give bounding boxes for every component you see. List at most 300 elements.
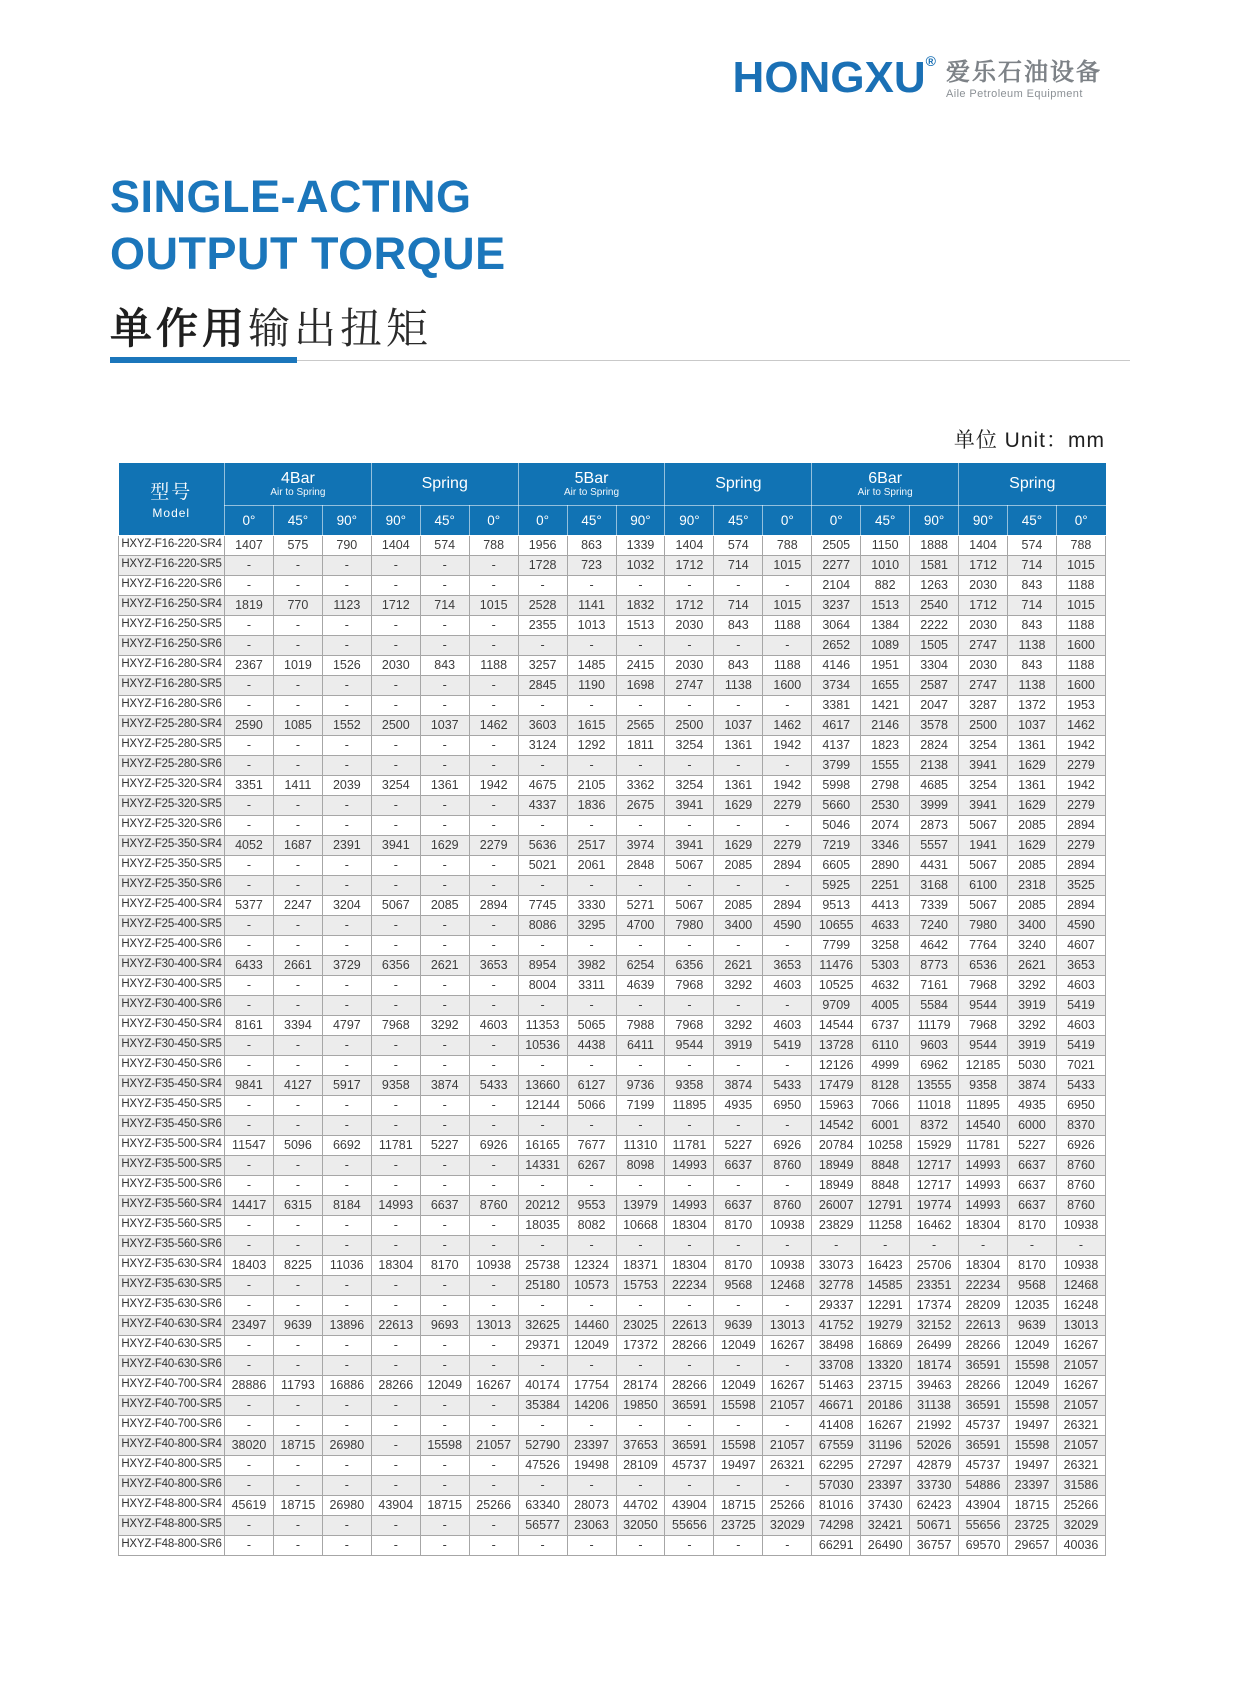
value-cell: - [469, 975, 518, 995]
value-cell: 9358 [665, 1075, 714, 1095]
value-cell: 18403 [225, 1255, 274, 1275]
value-cell: 11310 [616, 1135, 665, 1155]
column-group-5-spring [959, 463, 1106, 505]
value-cell: 35384 [518, 1395, 567, 1415]
value-cell: - [273, 1455, 322, 1475]
value-cell: 3292 [1008, 1015, 1057, 1035]
value-cell: - [273, 615, 322, 635]
value-cell: 788 [1056, 535, 1105, 555]
model-cell: HXYZ-F30-400-SR5 [119, 975, 225, 995]
value-cell: 6637 [420, 1195, 469, 1215]
value-cell: 3919 [1008, 1035, 1057, 1055]
value-cell: - [322, 755, 371, 775]
value-cell: 3653 [1056, 955, 1105, 975]
value-cell: - [567, 1295, 616, 1315]
value-cell: - [763, 755, 812, 775]
value-cell: 1629 [1008, 795, 1057, 815]
value-cell: 3919 [1008, 995, 1057, 1015]
value-cell: 25266 [763, 1495, 812, 1515]
value-cell: 10938 [469, 1255, 518, 1275]
value-cell: - [322, 1175, 371, 1195]
value-cell: 28266 [371, 1375, 420, 1395]
value-cell: 57030 [812, 1475, 861, 1495]
value-cell: - [469, 935, 518, 955]
value-cell: 26321 [1056, 1415, 1105, 1435]
value-cell: 1953 [1056, 695, 1105, 715]
value-cell: 15929 [910, 1135, 959, 1155]
value-cell: 1513 [616, 615, 665, 635]
value-cell: 11895 [665, 1095, 714, 1115]
value-cell: 26980 [322, 1495, 371, 1515]
value-cell: 12035 [1008, 1295, 1057, 1315]
value-cell: 7219 [812, 835, 861, 855]
value-cell: 51463 [812, 1375, 861, 1395]
model-cell: HXYZ-F25-320-SR4 [119, 775, 225, 795]
value-cell: 1505 [910, 635, 959, 655]
value-cell: 9553 [567, 1195, 616, 1215]
value-cell: 42879 [910, 1455, 959, 1475]
value-cell: 1629 [714, 835, 763, 855]
value-cell: 66291 [812, 1535, 861, 1555]
value-cell: - [420, 755, 469, 775]
value-cell: 22613 [959, 1315, 1008, 1335]
column-group-0-4bar [225, 463, 372, 505]
value-cell: 10525 [812, 975, 861, 995]
value-cell: - [273, 1095, 322, 1115]
value-cell: 5557 [910, 835, 959, 855]
value-cell: 7980 [959, 915, 1008, 935]
value-cell: 10573 [567, 1275, 616, 1295]
value-cell: - [665, 575, 714, 595]
value-cell: 6637 [1008, 1195, 1057, 1215]
value-cell: 5067 [959, 855, 1008, 875]
value-cell: 714 [420, 595, 469, 615]
brand-name: HONGXU [732, 53, 926, 102]
value-cell: - [567, 755, 616, 775]
value-cell: 2085 [420, 895, 469, 915]
value-cell: 7161 [910, 975, 959, 995]
model-cell: HXYZ-F40-800-SR4 [119, 1435, 225, 1455]
value-cell: 2247 [273, 895, 322, 915]
value-cell: - [469, 1395, 518, 1415]
value-cell: 54886 [959, 1475, 1008, 1495]
value-cell: - [420, 1055, 469, 1075]
value-cell: - [371, 855, 420, 875]
value-cell: - [469, 1055, 518, 1075]
value-cell: - [1056, 1235, 1105, 1255]
value-cell: 843 [420, 655, 469, 675]
value-cell: 3729 [322, 955, 371, 975]
value-cell: 3941 [371, 835, 420, 855]
value-cell: 1361 [714, 775, 763, 795]
value-cell: - [273, 1295, 322, 1315]
brand-logo [732, 53, 1102, 102]
value-cell: - [518, 575, 567, 595]
value-cell: - [225, 1395, 274, 1415]
value-cell: - [420, 1035, 469, 1055]
value-cell: 6950 [1056, 1095, 1105, 1115]
value-cell: - [371, 1275, 420, 1295]
value-cell: 2894 [1056, 895, 1105, 915]
value-cell: 10536 [518, 1035, 567, 1055]
value-cell: 19774 [910, 1195, 959, 1215]
value-cell: 50671 [910, 1515, 959, 1535]
value-cell: - [371, 615, 420, 635]
value-cell: 39463 [910, 1375, 959, 1395]
value-cell: 13555 [910, 1075, 959, 1095]
value-cell: 1015 [763, 555, 812, 575]
value-cell: 9544 [665, 1035, 714, 1055]
value-cell: 21992 [910, 1415, 959, 1435]
value-cell: 2747 [665, 675, 714, 695]
value-cell: - [469, 635, 518, 655]
value-cell: 1339 [616, 535, 665, 555]
value-cell: - [469, 915, 518, 935]
value-cell: - [371, 575, 420, 595]
value-cell: - [322, 1215, 371, 1235]
value-cell: - [420, 875, 469, 895]
value-cell: 1263 [910, 575, 959, 595]
value-cell: 28266 [959, 1335, 1008, 1355]
value-cell: 2590 [225, 715, 274, 735]
value-cell: - [665, 1235, 714, 1255]
value-cell: - [420, 1155, 469, 1175]
value-cell: - [518, 1055, 567, 1075]
value-cell: - [225, 1035, 274, 1055]
degree-header: 45° [1008, 505, 1057, 535]
value-cell: 47526 [518, 1455, 567, 1475]
value-cell: 12126 [812, 1055, 861, 1075]
value-cell: 2279 [763, 795, 812, 815]
table-row [119, 1515, 1106, 1535]
value-cell: - [322, 735, 371, 755]
value-cell: 3311 [567, 975, 616, 995]
value-cell: 2030 [665, 615, 714, 635]
value-cell: 9639 [273, 1315, 322, 1335]
value-cell: 1615 [567, 715, 616, 735]
value-cell: 3204 [322, 895, 371, 915]
value-cell: 7968 [959, 975, 1008, 995]
model-cell: HXYZ-F40-630-SR4 [119, 1315, 225, 1335]
value-cell: 3603 [518, 715, 567, 735]
value-cell: 14993 [665, 1195, 714, 1215]
value-cell: 8170 [714, 1215, 763, 1235]
value-cell: - [371, 1175, 420, 1195]
value-cell: - [420, 695, 469, 715]
value-cell: 28266 [959, 1375, 1008, 1395]
value-cell: 3362 [616, 775, 665, 795]
group-label: Spring [421, 474, 468, 492]
value-cell: 2085 [1008, 855, 1057, 875]
value-cell: - [714, 995, 763, 1015]
value-cell: 7968 [959, 1015, 1008, 1035]
table-row [119, 735, 1106, 755]
value-cell: - [469, 1415, 518, 1435]
value-cell: 4935 [1008, 1095, 1057, 1115]
value-cell: - [469, 575, 518, 595]
value-cell: - [567, 1055, 616, 1075]
value-cell: 714 [1008, 555, 1057, 575]
value-cell: - [273, 815, 322, 835]
value-cell: 16165 [518, 1135, 567, 1155]
value-cell: 12144 [518, 1095, 567, 1115]
value-cell: 843 [714, 655, 763, 675]
value-cell: 23397 [567, 1435, 616, 1455]
value-cell: - [469, 855, 518, 875]
value-cell: - [225, 675, 274, 695]
value-cell: 45737 [959, 1455, 1008, 1475]
value-cell: - [225, 815, 274, 835]
value-cell: - [322, 1535, 371, 1555]
value-cell: 23351 [910, 1275, 959, 1295]
value-cell: - [518, 1475, 567, 1495]
value-cell: 3254 [665, 735, 714, 755]
value-cell: 18715 [273, 1495, 322, 1515]
value-cell: 4607 [1056, 935, 1105, 955]
value-cell: 4590 [763, 915, 812, 935]
value-cell: 4337 [518, 795, 567, 815]
value-cell: - [371, 675, 420, 695]
model-cell: HXYZ-F40-700-SR6 [119, 1415, 225, 1435]
model-cell: HXYZ-F35-560-SR5 [119, 1215, 225, 1235]
table-row [119, 795, 1106, 815]
value-cell: 574 [1008, 535, 1057, 555]
value-cell: 6315 [273, 1195, 322, 1215]
group-sublabel: Air to Spring [270, 486, 326, 498]
value-cell: 1150 [861, 535, 910, 555]
table-row [119, 615, 1106, 635]
table-row [119, 555, 1106, 575]
value-cell: - [420, 1415, 469, 1435]
table-row [119, 535, 1106, 555]
value-cell: 40174 [518, 1375, 567, 1395]
value-cell: 2355 [518, 615, 567, 635]
value-cell: 21057 [1056, 1435, 1105, 1455]
value-cell: 10668 [616, 1215, 665, 1235]
value-cell: 3304 [910, 655, 959, 675]
value-cell: - [714, 1535, 763, 1555]
value-cell: 25266 [469, 1495, 518, 1515]
value-cell: - [665, 1295, 714, 1315]
value-cell: - [273, 1115, 322, 1135]
value-cell: 4603 [469, 1015, 518, 1035]
value-cell: 8370 [1056, 1115, 1105, 1135]
model-cell: HXYZ-F35-450-SR5 [119, 1095, 225, 1115]
value-cell: - [469, 735, 518, 755]
value-cell: - [273, 935, 322, 955]
value-cell: 1037 [420, 715, 469, 735]
value-cell: - [273, 675, 322, 695]
value-cell: - [420, 995, 469, 1015]
value-cell: - [273, 1535, 322, 1555]
value-cell: 2540 [910, 595, 959, 615]
value-cell: 28073 [567, 1495, 616, 1515]
value-cell: 23497 [225, 1315, 274, 1335]
value-cell: 20212 [518, 1195, 567, 1215]
value-cell: 1942 [763, 735, 812, 755]
value-cell: - [371, 1115, 420, 1135]
value-cell: 4999 [861, 1055, 910, 1075]
value-cell: 2030 [959, 655, 1008, 675]
value-cell: 8086 [518, 915, 567, 935]
value-cell: - [518, 1355, 567, 1375]
value-cell: - [371, 1515, 420, 1535]
header-degree-row [119, 505, 1106, 535]
value-cell: 26321 [1056, 1455, 1105, 1475]
value-cell: 11793 [273, 1375, 322, 1395]
value-cell: - [322, 1415, 371, 1435]
value-cell: 32152 [910, 1315, 959, 1335]
value-cell: 21057 [1056, 1355, 1105, 1375]
value-cell: - [273, 875, 322, 895]
value-cell: 45737 [665, 1455, 714, 1475]
value-cell: 2105 [567, 775, 616, 795]
value-cell: - [225, 975, 274, 995]
value-cell: 52790 [518, 1435, 567, 1455]
value-cell: 22234 [665, 1275, 714, 1295]
value-cell: 18035 [518, 1215, 567, 1235]
value-cell: - [322, 995, 371, 1015]
value-cell: 1462 [763, 715, 812, 735]
value-cell: - [469, 1235, 518, 1255]
value-cell: 2621 [1008, 955, 1057, 975]
value-cell: 2528 [518, 595, 567, 615]
value-cell: 38498 [812, 1335, 861, 1355]
value-cell: 8848 [861, 1175, 910, 1195]
value-cell: - [469, 1175, 518, 1195]
value-cell: - [665, 1055, 714, 1075]
value-cell: - [518, 875, 567, 895]
value-cell: 1712 [371, 595, 420, 615]
value-cell: 81016 [812, 1495, 861, 1515]
column-group-1-spring [371, 463, 518, 505]
value-cell: 9639 [1008, 1315, 1057, 1335]
value-cell: - [225, 795, 274, 815]
value-cell: - [420, 1395, 469, 1415]
value-cell: 15598 [1008, 1435, 1057, 1455]
value-cell: - [322, 695, 371, 715]
value-cell: 4005 [861, 995, 910, 1015]
value-cell: 7745 [518, 895, 567, 915]
value-cell: - [665, 875, 714, 895]
table-row [119, 1435, 1106, 1455]
value-cell: 1421 [861, 695, 910, 715]
value-cell: 6001 [861, 1115, 910, 1135]
value-cell: - [469, 695, 518, 715]
value-cell: - [714, 1295, 763, 1315]
value-cell: 19498 [567, 1455, 616, 1475]
value-cell: 38020 [225, 1435, 274, 1455]
value-cell: 6536 [959, 955, 1008, 975]
value-cell: - [763, 1295, 812, 1315]
value-cell: - [371, 1415, 420, 1435]
value-cell: 5067 [665, 855, 714, 875]
value-cell: - [371, 1155, 420, 1175]
value-cell: - [225, 1335, 274, 1355]
value-cell: 1485 [567, 655, 616, 675]
value-cell: 2500 [371, 715, 420, 735]
value-cell: 1015 [1056, 595, 1105, 615]
value-cell: 52026 [910, 1435, 959, 1455]
torque-table-container [118, 463, 1106, 1556]
value-cell: 2890 [861, 855, 910, 875]
value-cell: 1600 [1056, 675, 1105, 695]
value-cell: 5433 [469, 1075, 518, 1095]
value-cell: 36591 [665, 1395, 714, 1415]
value-cell: - [225, 635, 274, 655]
value-cell: 2146 [861, 715, 910, 735]
value-cell: 7980 [665, 915, 714, 935]
value-cell: - [567, 1355, 616, 1375]
value-cell: 2652 [812, 635, 861, 655]
value-cell: 2894 [1056, 855, 1105, 875]
value-cell: - [910, 1235, 959, 1255]
value-cell: 26321 [763, 1455, 812, 1475]
value-cell: - [420, 915, 469, 935]
value-cell: 32778 [812, 1275, 861, 1295]
value-cell: 29371 [518, 1335, 567, 1355]
divider-accent-bar [110, 357, 297, 363]
value-cell: 12049 [714, 1335, 763, 1355]
value-cell: 2894 [763, 855, 812, 875]
value-cell: - [959, 1235, 1008, 1255]
value-cell: 37653 [616, 1435, 665, 1455]
value-cell: 1942 [763, 775, 812, 795]
value-cell: 18304 [665, 1215, 714, 1235]
value-cell: 2085 [714, 855, 763, 875]
value-cell: 1552 [322, 715, 371, 735]
value-cell: - [273, 1415, 322, 1435]
value-cell: - [469, 555, 518, 575]
value-cell: 18304 [959, 1215, 1008, 1235]
value-cell: - [322, 1335, 371, 1355]
value-cell: 3254 [959, 775, 1008, 795]
degree-header: 90° [910, 505, 959, 535]
value-cell: 46671 [812, 1395, 861, 1415]
value-cell: 3292 [1008, 975, 1057, 995]
value-cell: 6433 [225, 955, 274, 975]
value-cell: - [322, 875, 371, 895]
value-cell: - [714, 1415, 763, 1435]
value-cell: - [420, 855, 469, 875]
value-cell: 33073 [812, 1255, 861, 1275]
value-cell: - [322, 1295, 371, 1315]
value-cell: - [616, 995, 665, 1015]
value-cell: 5433 [763, 1075, 812, 1095]
table-row [119, 1175, 1106, 1195]
value-cell: - [225, 1055, 274, 1075]
model-cell: HXYZ-F16-250-SR4 [119, 595, 225, 615]
value-cell: - [322, 1355, 371, 1375]
table-row [119, 1235, 1106, 1255]
value-cell: 2138 [910, 755, 959, 775]
value-cell: - [322, 1275, 371, 1295]
degree-header: 90° [371, 505, 420, 535]
value-cell: 36591 [959, 1395, 1008, 1415]
value-cell: 36591 [665, 1435, 714, 1455]
value-cell: 882 [861, 575, 910, 595]
value-cell: 28886 [225, 1375, 274, 1395]
value-cell: - [371, 1235, 420, 1255]
value-cell: - [518, 1415, 567, 1435]
value-cell: - [420, 1515, 469, 1535]
value-cell: 1811 [616, 735, 665, 755]
value-cell: - [420, 735, 469, 755]
value-cell: 31196 [861, 1435, 910, 1455]
model-cell: HXYZ-F16-250-SR5 [119, 615, 225, 635]
value-cell: 28209 [959, 1295, 1008, 1315]
value-cell: 6962 [910, 1055, 959, 1075]
